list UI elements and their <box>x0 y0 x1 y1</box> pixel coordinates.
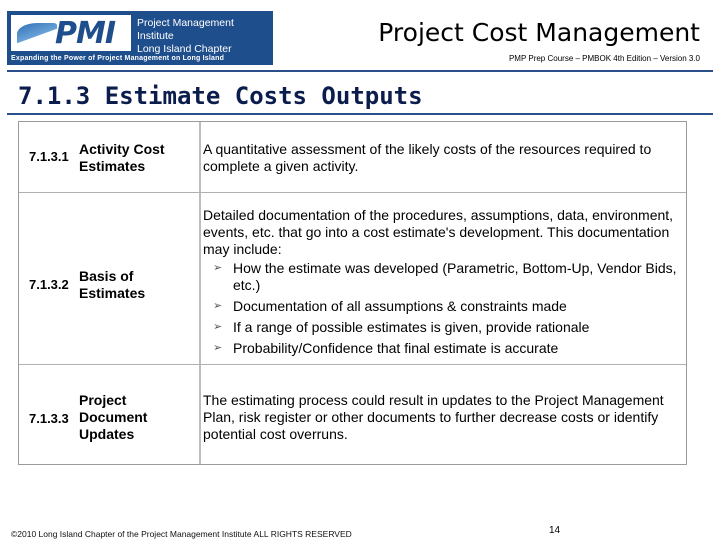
course-subtitle: PMP Prep Course – PMBOK 4th Edition – Version 3.0 <box>508 54 700 63</box>
row-number: 7.1.3.2 <box>29 277 69 292</box>
logo-org-name <box>137 17 273 56</box>
row-number: 7.1.3.3 <box>29 411 69 426</box>
list-item <box>213 298 683 315</box>
row-description: A quantitative assessment of the likely costs of the resources required to complete a given activity. <box>203 141 652 174</box>
copyright-footer: ©2010 Long Island Chapter of the Project Management Institute ALL RIGHTS RESERVED <box>11 529 352 539</box>
list-item <box>213 319 683 336</box>
list-item <box>213 260 683 294</box>
bullet-text: If a range of possible estimates is given, provide rationale <box>233 319 590 335</box>
row-name: Activity Cost Estimates <box>79 141 165 174</box>
logo-mark <box>11 15 131 51</box>
row-description: The estimating process could result in updates to the Project Management Plan, risk register or other documents to further decrease costs or identify potential cost overruns. <box>203 392 664 442</box>
table-row <box>19 122 686 193</box>
list-item <box>213 340 683 357</box>
title-divider <box>7 113 713 115</box>
arrow-bullet-icon: ➢ <box>213 321 223 333</box>
arrow-bullet-icon: ➢ <box>213 342 223 354</box>
row-number: 7.1.3.1 <box>29 149 69 164</box>
arrow-bullet-icon: ➢ <box>213 262 223 274</box>
bullet-list <box>203 260 683 357</box>
header-divider <box>7 70 713 72</box>
row-description <box>203 207 683 361</box>
bullet-text: How the estimate was developed (Parametric, Bottom-Up, Vendor Bids, etc.) <box>233 260 677 293</box>
row-name: Basis of Estimates <box>79 268 146 301</box>
table-row <box>19 193 686 365</box>
bullet-text: Probability/Confidence that final estimate is accurate <box>233 340 559 356</box>
bullet-text: Documentation of all assumptions & constraints made <box>233 298 567 314</box>
logo-org-line2: Long Island Chapter <box>137 43 232 55</box>
arrow-bullet-icon: ➢ <box>213 300 223 312</box>
row-name: Project Document Updates <box>79 392 148 442</box>
page-number: 14 <box>549 525 561 536</box>
logo-tagline: Expanding the Power of Project Management on Long Island <box>11 55 225 62</box>
page-title: Project Cost Management <box>378 18 700 47</box>
table-row <box>19 365 686 463</box>
outputs-table <box>18 121 687 465</box>
logo-org-line1: Project Management Institute <box>137 17 234 42</box>
section-title: 7.1.3 Estimate Costs Outputs <box>18 82 423 110</box>
logo-letters: PMI <box>55 16 116 51</box>
row-description-intro: Detailed documentation of the procedures, assumptions, data, environment, events, etc. that go into a cost estimate's development. This documentation may include: <box>203 207 674 257</box>
logo-bird-icon <box>17 23 57 45</box>
pmi-logo <box>7 11 273 65</box>
